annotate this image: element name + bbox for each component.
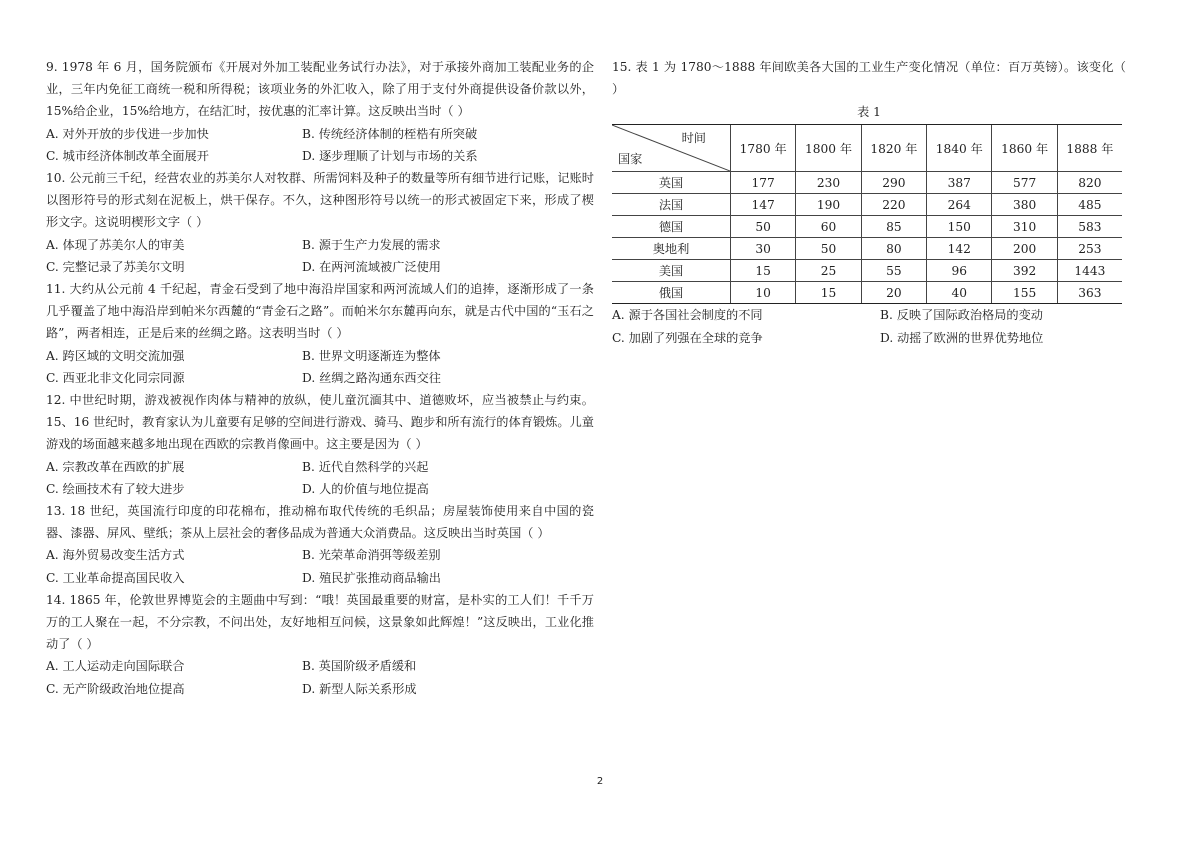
value-cell: 583 — [1057, 216, 1122, 238]
table-row — [612, 194, 1122, 216]
country-cell: 德国 — [612, 216, 731, 238]
country-cell: 英国 — [612, 172, 731, 194]
option-a: A. 对外开放的步伐进一步加快 — [46, 126, 209, 141]
year-header: 1800 年 — [796, 125, 861, 172]
value-cell: 392 — [992, 260, 1057, 282]
table-row — [612, 260, 1122, 282]
option-a: A. 体现了苏美尔人的审美 — [46, 237, 185, 252]
industrial-output-table — [612, 124, 1122, 304]
right-column — [612, 56, 1126, 349]
year-header: 1860 年 — [992, 125, 1057, 172]
value-cell: 50 — [731, 216, 796, 238]
value-cell: 15 — [731, 260, 796, 282]
option-c: C. 西亚北非文化同宗同源 — [46, 370, 185, 385]
option-list — [46, 345, 594, 389]
option-c: C. 完整记录了苏美尔文明 — [46, 259, 185, 274]
value-cell: 264 — [927, 194, 992, 216]
value-cell: 96 — [927, 260, 992, 282]
option-list — [46, 655, 594, 699]
year-header: 1888 年 — [1057, 125, 1122, 172]
value-cell: 40 — [927, 282, 992, 304]
option-b: B. 源于生产力发展的需求 — [302, 237, 441, 252]
value-cell: 380 — [992, 194, 1057, 216]
year-header: 1780 年 — [731, 125, 796, 172]
option-a: A. 源于各国社会制度的不同 — [612, 308, 763, 323]
value-cell: 25 — [796, 260, 861, 282]
value-cell: 363 — [1057, 282, 1122, 304]
option-b: B. 传统经济体制的桎梏有所突破 — [302, 126, 478, 141]
option-list — [46, 544, 594, 588]
question-12 — [46, 389, 594, 500]
value-cell: 142 — [927, 238, 992, 260]
value-cell: 290 — [861, 172, 926, 194]
question-stem: 10. 公元前三千纪，经营农业的苏美尔人对牧群、所需饲料及种子的数量等所有细节进行记账，记账时以图形符号的形式刻在泥板上，烘干保存。不久，这种图形符号以统一的形式被固定下来，形成了楔形文字。这说明楔形文字（ ） — [46, 171, 594, 230]
option-c: C. 绘画技术有了较大进步 — [46, 481, 185, 496]
page-number: 2 — [596, 776, 604, 787]
table-row — [612, 238, 1122, 260]
value-cell: 177 — [731, 172, 796, 194]
question-stem: 11. 大约从公元前 4 千纪起，青金石受到了地中海沿岸国家和两河流域人们的追捧，逐渐形成了一条几乎覆盖了地中海沿岸到帕米尔西麓的“青金石之路”。而帕米尔东麓再向东，就是古代中国的“玉石之路”，两者相连，正是后来的丝绸之路。这表明当时（ ） — [46, 282, 594, 341]
value-cell: 200 — [992, 238, 1057, 260]
question-13 — [46, 500, 594, 589]
header-time: 时间 — [681, 131, 706, 146]
value-cell: 30 — [731, 238, 796, 260]
value-cell: 1443 — [1057, 260, 1122, 282]
option-d: D. 殖民扩张推动商品输出 — [302, 570, 441, 585]
value-cell: 80 — [861, 238, 926, 260]
table-row — [612, 216, 1122, 238]
option-c: C. 加剧了列强在全球的竞争 — [612, 330, 763, 345]
value-cell: 310 — [992, 216, 1057, 238]
option-d: D. 动摇了欧洲的世界优势地位 — [880, 330, 1044, 345]
value-cell: 220 — [861, 194, 926, 216]
option-b: B. 近代自然科学的兴起 — [302, 459, 429, 474]
question-11 — [46, 278, 594, 389]
year-header: 1840 年 — [927, 125, 992, 172]
question-15 — [612, 56, 1126, 349]
country-cell: 法国 — [612, 194, 731, 216]
question-9 — [46, 56, 594, 167]
left-column — [46, 56, 594, 700]
option-a: A. 海外贸易改变生活方式 — [46, 548, 185, 563]
question-stem: 15. 表 1 为 1780～1888 年间欧美各大国的工业生产变化情况（单位：百万英镑）。该变化（ ） — [612, 60, 1126, 97]
table-header-row — [612, 125, 1122, 172]
diagonal-header-cell — [612, 125, 731, 172]
option-a: A. 工人运动走向国际联合 — [46, 659, 185, 674]
value-cell: 190 — [796, 194, 861, 216]
value-cell: 820 — [1057, 172, 1122, 194]
option-d: D. 新型人际关系形成 — [302, 681, 417, 696]
option-b: B. 世界文明逐渐连为整体 — [302, 348, 441, 363]
option-c: C. 无产阶级政治地位提高 — [46, 681, 185, 696]
option-list — [46, 234, 594, 278]
option-a: A. 宗教改革在西欧的扩展 — [46, 459, 185, 474]
value-cell: 150 — [927, 216, 992, 238]
option-d: D. 人的价值与地位提高 — [302, 481, 429, 496]
country-cell: 俄国 — [612, 282, 731, 304]
option-c: C. 工业革命提高国民收入 — [46, 570, 185, 585]
value-cell: 253 — [1057, 238, 1122, 260]
value-cell: 577 — [992, 172, 1057, 194]
value-cell: 230 — [796, 172, 861, 194]
country-cell: 美国 — [612, 260, 731, 282]
country-cell: 奥地利 — [612, 238, 731, 260]
option-c: C. 城市经济体制改革全面展开 — [46, 148, 209, 163]
option-b: B. 英国阶级矛盾缓和 — [302, 659, 417, 674]
value-cell: 55 — [861, 260, 926, 282]
header-country: 国家 — [618, 152, 643, 167]
option-list — [46, 123, 594, 167]
question-stem: 14. 1865 年，伦敦世界博览会的主题曲中写到：“哦！英国最重要的财富，是朴实的工人们！千千万万的工人聚在一起，不分宗教，不问出处，友好地相互问候，这景象如此辉煌！”这反映出，工业化推动了（ ） — [46, 592, 594, 652]
table-caption: 表 1 — [857, 105, 881, 120]
value-cell: 50 — [796, 238, 861, 260]
table-row — [612, 172, 1122, 194]
option-list — [612, 304, 1126, 348]
table-row — [612, 282, 1122, 304]
option-list — [46, 456, 594, 500]
value-cell: 387 — [927, 172, 992, 194]
value-cell: 485 — [1057, 194, 1122, 216]
option-d: D. 丝绸之路沟通东西交往 — [302, 370, 441, 385]
year-header: 1820 年 — [861, 125, 926, 172]
value-cell: 60 — [796, 216, 861, 238]
option-d: D. 在两河流域被广泛使用 — [302, 259, 441, 274]
value-cell: 10 — [731, 282, 796, 304]
value-cell: 85 — [861, 216, 926, 238]
question-14 — [46, 589, 594, 700]
question-stem: 12. 中世纪时期，游戏被视作肉体与精神的放纵，使儿童沉湎其中、道德败坏，应当被禁止与约束。15、16 世纪时，教育家认为儿童要有足够的空间进行游戏、骑马、跑步和所有流行的体育锻炼。儿童游戏的场面越来越多地出现在西欧的宗教肖像画中。这主要是因为（ ） — [46, 393, 594, 452]
option-b: B. 光荣革命消弭等级差别 — [302, 548, 441, 563]
value-cell: 15 — [796, 282, 861, 304]
option-b: B. 反映了国际政治格局的变动 — [880, 308, 1043, 323]
value-cell: 155 — [992, 282, 1057, 304]
question-stem: 9. 1978 年 6 月，国务院颁布《开展对外加工装配业务试行办法》，对于承接外商加工装配业务的企业，三年内免征工商统一税和所得税；该项业务的外汇收入，除了用于支付外商提供设备价款以外，15%给企业，15%给地方，在结汇时，按优惠的汇率计算。这反映出当时（ ） — [46, 60, 594, 119]
value-cell: 147 — [731, 194, 796, 216]
option-d: D. 逐步理顺了计划与市场的关系 — [302, 148, 478, 163]
option-a: A. 跨区域的文明交流加强 — [46, 348, 185, 363]
value-cell: 20 — [861, 282, 926, 304]
question-10 — [46, 167, 594, 278]
question-stem: 13. 18 世纪，英国流行印度的印花棉布，推动棉布取代传统的毛织品；房屋装饰使用来自中国的瓷器、漆器、屏风、壁纸；茶从上层社会的奢侈品成为普通大众消费品。这反映出当时英国（ ） — [46, 504, 594, 541]
